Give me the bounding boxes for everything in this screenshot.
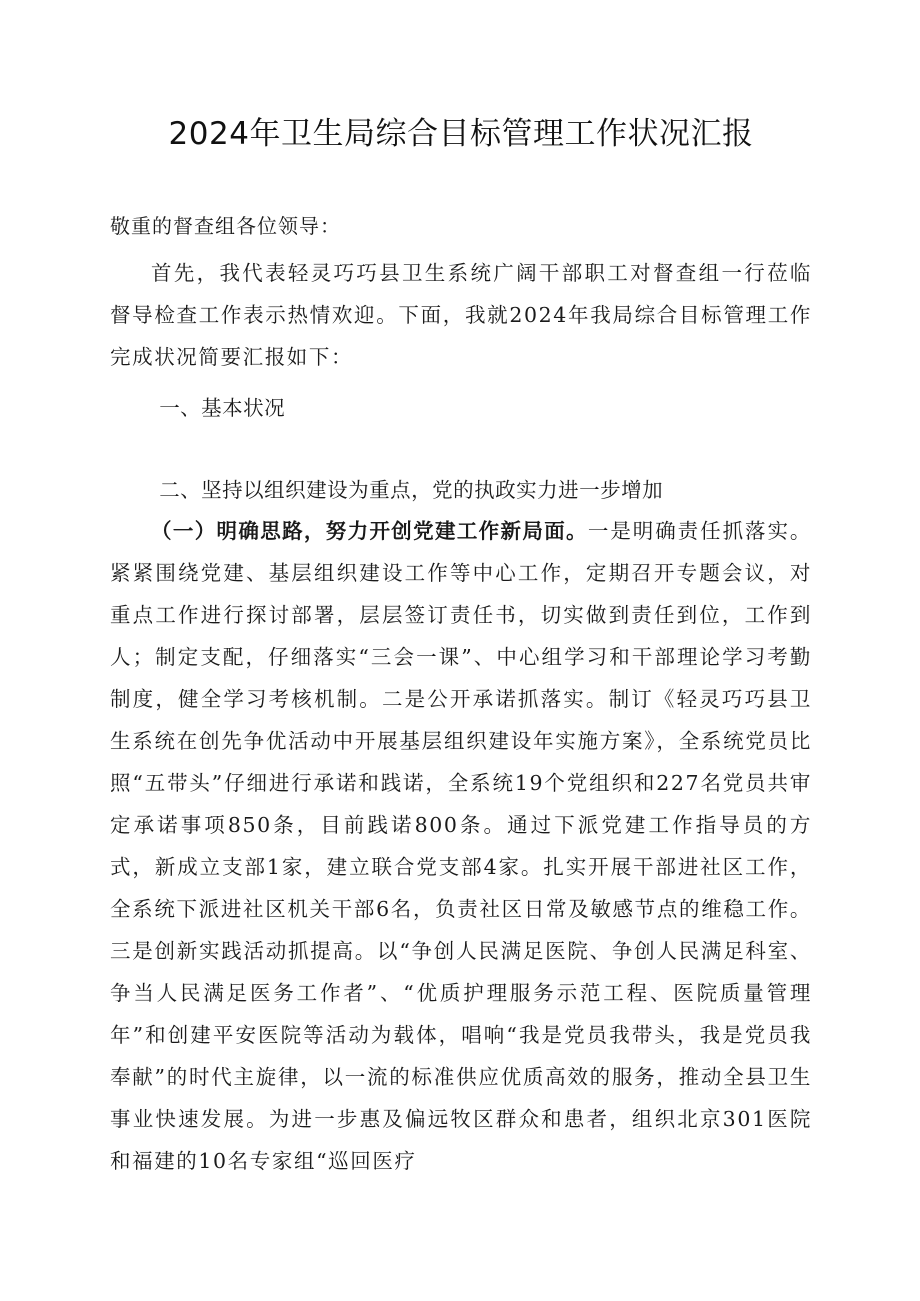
subsection-lead: （一）明确思路，努力开创党建工作新局面。 xyxy=(151,519,588,543)
intro-paragraph: 首先，我代表轻灵巧巧县卫生系统广阔干部职工对督查组一行莅临督导检查工作表示热情欢迎。下面，我就2024年我局综合目标管理工作完成状况简要汇报如下： xyxy=(110,261,812,369)
section-heading-organization-building: 二、坚持以组织建设为重点，党的执政实力进一步增加 xyxy=(159,478,664,502)
salutation: 敬重的督查组各位领导： xyxy=(110,214,341,238)
subsection-body: 一是明确责任抓落实。紧紧围绕党建、基层组织建设工作等中心工作，定期召开专题会议，对重点工作进行探讨部署，层层签订责任书，切实做到责任到位，工作到人；制定支配，仔细落实“三会一课”、中心组学习和干部理论学习考勤制度，健全学习考核机制。二是公开承诺抓落实。制订《轻灵巧巧县卫生系统在创先争优活动中开展基层组织建设年实施方案》，全系统党员比照“五带头”仔细进行承诺和践诺，全系统19个党组织和227名党员共审定承诺事项850条，目前践诺800条。通过下派党建工作指导员的方式，新成立支部1家，建立联合党支部4家。扎实开展干部进社区工作，全系统下派进社区机关干部6名，负责社区日常及敏感节点的维稳工作。三是创新实践活动抓提高。以“争创人民满足医院、争创人民满足科室、争当人民满足医务工作者”、“优质护理服务示范工程、医院质量管理年”和创建平安医院等活动为载体，唱响“我是党员我带头，我是党员我奉献”的时代主旋律，以一流的标准供应优质高效的服务，推动全县卫生事业快速发展。为进一步惠及偏远牧区群众和患者，组织北京301医院和福建的10名专家组“巡回医疗 xyxy=(110,519,813,1173)
subsection-paragraph xyxy=(110,510,812,1182)
section-heading-basic-status: 一、基本状况 xyxy=(159,396,286,420)
document-title: 2024年卫生局综合目标管理工作状况汇报 xyxy=(168,116,754,152)
